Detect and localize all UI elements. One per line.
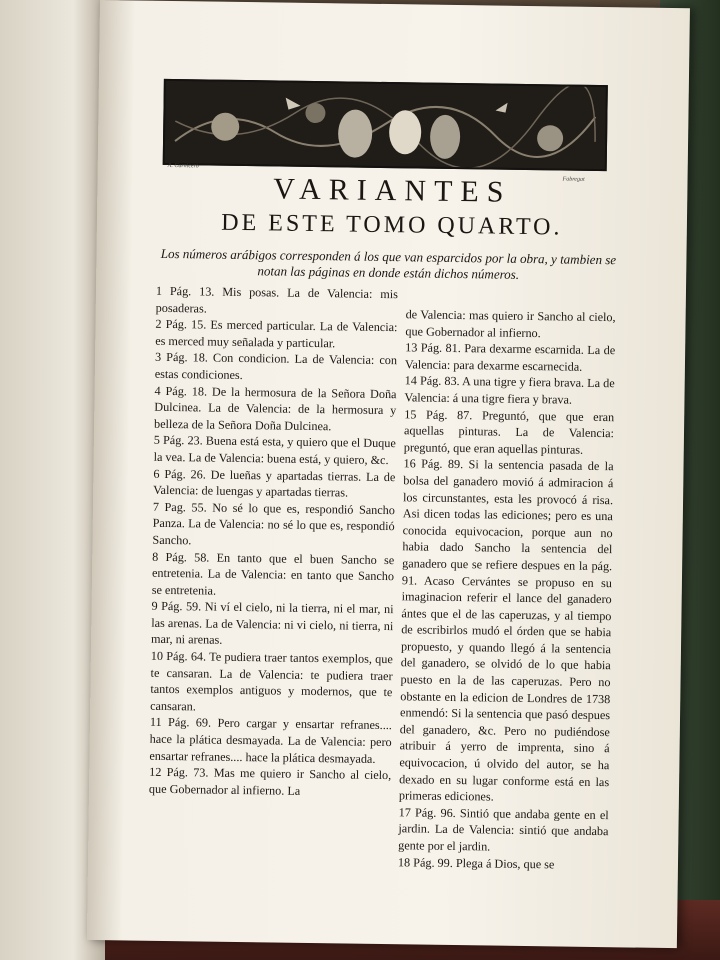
intro-note: Los números arábigos corresponden á los que van esparcidos por la obra, y tambien se notan las páginas en donde están dichos números. [160,245,617,282]
page-title: VARIANTES [273,172,512,209]
variant-entry: 13 Pág. 81. Para dexarme escarnida. La de Valencia: para dexarme escarnecida. [404,340,616,374]
right-column [398,306,616,873]
variant-entry: 11 Pág. 69. Pero cargar y ensartar refranes.... hace la plática desmayada. La de Valencia: pero ensartar refranes.... hace la plática desmayada. [149,715,392,766]
variant-entry: 8 Pág. 58. En tanto que el buen Sancho se entretenia. La de Valencia: en tanto que Sancho se entretenia. [151,549,395,598]
variant-entry: 4 Pág. 18. De la hermosura de la Señora Doña Dulcinea. La de Valencia: de la hermosura y belleza de la Señora Doña Dulcinea. [153,383,397,434]
variant-entry: 9 Pág. 59. Ni ví el cielo, ni la tierra, ni el mar, ni las arenas. La de Valencia: ni vi cielo, ni tierra, ni mar, ni arenas. [150,599,394,648]
variant-entry: 5 Pág. 23. Buena está esta, y quiero que el Duque la vea. La de Valencia: buena está, y quiero, &c. [153,433,396,468]
left-column [149,283,398,801]
book-page [87,0,690,948]
variant-entry: 1 Pág. 13. Mis posas. La de Valencia: mis posaderas. [155,283,399,316]
variant-entry: 18 Pág. 99. Plega á Dios, que se [397,854,555,872]
variant-entry: 10 Pág. 64. Te pudiera traer tantos exemplos, que te cansaran. La de Valencia: te pudiera traer tantos exemplos antiguos y modernos, que te cansaran. [150,648,393,714]
variant-entry: 3 Pág. 18. Con condicion. La de Valencia: con estas condiciones. [154,350,398,382]
variant-entry: 6 Pág. 26. De lueñas y apartadas tierras. La de Valencia: de luengas y apartadas tierras. [153,466,396,500]
page-subtitle: DE ESTE TOMO QUARTO. [221,209,563,241]
variant-entry: 14 Pág. 83. A una tigre y fiera brava. La de Valencia: á una tigre fiera y brava. [404,373,615,407]
variant-entry: 7 Pag. 55. No sé lo que es, respondió Sancho Panza. La de Valencia: no sé lo que es, respondió Sancho. [152,499,396,548]
variant-entry: 15 Pág. 87. Preguntó, que que eran aquellas pinturas. La de Valencia: preguntó, que eran aquellas pinturas. [403,406,615,457]
engraved-banner [163,79,608,171]
variant-entry: de Valencia: mas quiero ir Sancho al cielo, que Gobernador al infierno. [405,307,616,340]
variant-entry: 12 Pág. 73. Mas me quiero ir Sancho al cielo, que Gobernador al infierno. La [148,764,392,798]
engraving-illustration [165,81,606,169]
variant-entry: 17 Pág. 96. Sintió que andaba gente en el jardin. La de Valencia: sintió que andaba gente por el jardin. [398,805,609,854]
variant-entry: 2 Pág. 15. Es merced particular. La de Valencia: es merced muy señalada y particular. [155,316,398,351]
variant-entry: 16 Pág. 89. Si la sentencia pasada de la bolsa del ganadero movió á admiracion á los circunstantes, esta les provocó á risa. Asi dicen todas las ediciones; pero es una conocida equivocacion, porque aun no habia dado Sancho la sentencia del ganadero que se refiere despues en la pág. 91. Acaso Cervántes se propuso en su imaginacion referir el lance del ganadero ántes que el de las caperuzas, y al tiempo de escribirlos mudó el órden que se habia propuesto, y quando llegó á la sentencia del ganadero, se olvidó de lo que habia puesto en la de las caperuzas. Pero no obstante en la edicion de Londres de 1738 enmendó: Si la sentencia que pasó despues del ganadero, &c. Pero no pudiéndose atribuir á yerro de imprenta, sino á equivocacion, ú olvido del autor, se ha dexado en su lugar conforme está en las primeras ediciones. [398,456,614,804]
engraver-credit-left: A. Carnicero [167,162,199,170]
engraver-credit-right: Fabregat [562,176,585,183]
